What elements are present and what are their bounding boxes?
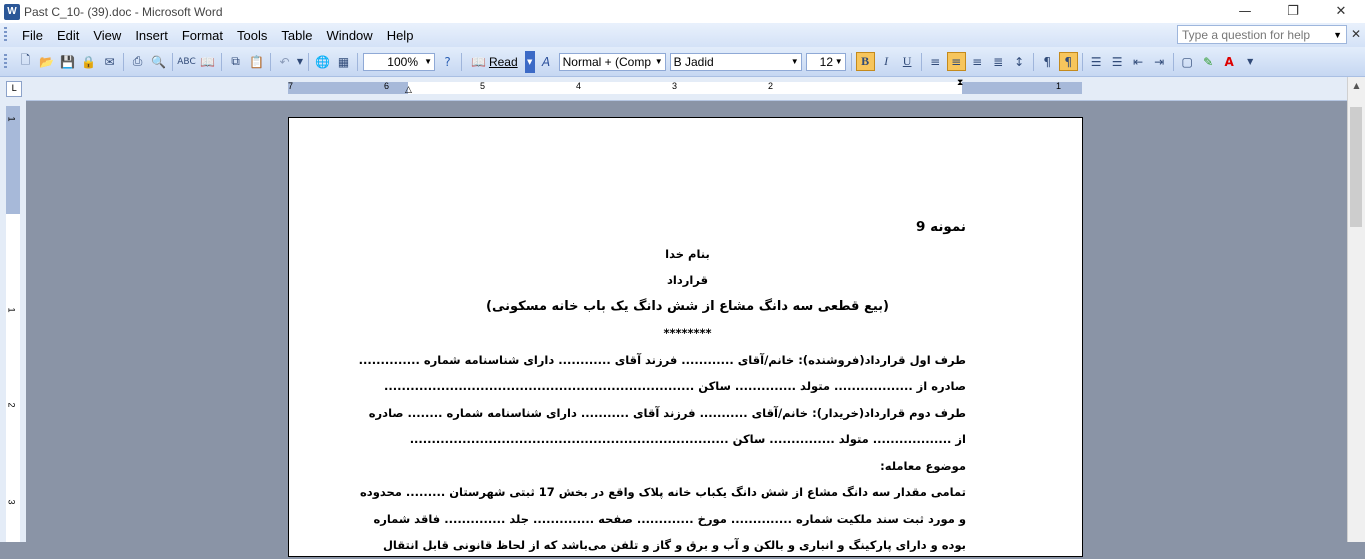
- window-controls: [1221, 0, 1365, 23]
- increase-indent-icon[interactable]: ⇥: [1154, 54, 1165, 69]
- word-app-icon[interactable]: W: [4, 4, 20, 20]
- open-folder-icon[interactable]: 📂: [39, 54, 54, 69]
- ruler-number: 3: [672, 81, 678, 91]
- font-color-icon[interactable]: A: [1224, 54, 1234, 69]
- menu-insert[interactable]: Insert: [135, 27, 168, 43]
- separator: [461, 53, 462, 71]
- ruler-number: 5: [480, 81, 486, 91]
- line-spacing-icon[interactable]: ↕: [1014, 54, 1025, 69]
- menu-help[interactable]: Help: [386, 27, 414, 43]
- zoom-value: 100%: [387, 54, 418, 69]
- numbering-icon[interactable]: ☰: [1090, 54, 1102, 69]
- paragraph-line: صادره از .................. متولد .............. ساکن .......................................................................: [384, 379, 966, 393]
- menu-grip[interactable]: [4, 27, 7, 43]
- menu-table[interactable]: Table: [281, 27, 313, 43]
- separator: [851, 53, 852, 71]
- restore-icon[interactable]: ❐: [1287, 4, 1299, 19]
- separator: [123, 53, 124, 71]
- font-size-value: 12: [819, 54, 833, 69]
- book-icon: 📖: [471, 54, 486, 69]
- rtl-paragraph-icon[interactable]: ¶: [1059, 52, 1078, 71]
- ruler-number: 7: [288, 81, 294, 91]
- paragraph-line: تمامی مقدار سه دانگ مشاع از شش دانگ یکباب خانه پلاک واقع در بخش 17 ثبتی شهرستان ......... محدوده: [360, 485, 966, 499]
- tab-selector[interactable]: L: [6, 81, 22, 97]
- separator: [1173, 53, 1174, 71]
- ltr-paragraph-icon[interactable]: ¶: [1043, 54, 1051, 69]
- align-center-icon[interactable]: ≡: [947, 52, 966, 71]
- paragraph-line: از .................. متولد ............... ساکن .........................................................................: [409, 432, 966, 446]
- ruler-margin-right: [962, 82, 1082, 94]
- vertical-ruler[interactable]: [0, 100, 26, 542]
- menu-tools[interactable]: Tools: [237, 27, 268, 43]
- ruler-number: 6: [384, 81, 390, 91]
- paragraph-line: بوده و دارای پارکینگ و انباری و بالکن و آب و برق و گاز و تلفن می‌باشد که از لحاظ قانونی قابل انتقال: [382, 538, 966, 552]
- print-preview-icon[interactable]: 🔍: [151, 54, 166, 69]
- highlight-icon[interactable]: ✎: [1203, 54, 1214, 69]
- underline-button[interactable]: U: [902, 54, 912, 68]
- ruler-number: 2: [768, 81, 774, 91]
- chevron-down-icon[interactable]: ▼: [654, 56, 663, 66]
- help-placeholder: Type a question for help: [1182, 27, 1311, 42]
- vertical-ruler-number: 1: [6, 116, 17, 122]
- title-bar: [0, 0, 1365, 24]
- separator: [172, 53, 173, 71]
- hyperlink-icon[interactable]: 🌐: [315, 54, 330, 69]
- toolbar-options-icon[interactable]: ▼: [1247, 57, 1254, 66]
- paragraph-line: موضوع معامله:: [880, 458, 966, 473]
- separator: [1082, 53, 1083, 71]
- standard-formatting-toolbar: [0, 47, 1365, 77]
- ruler-number: 4: [576, 81, 582, 91]
- chevron-down-icon[interactable]: ▼: [296, 57, 304, 66]
- help-icon[interactable]: ?: [444, 54, 451, 69]
- separator: [921, 53, 922, 71]
- paragraph-line: طرف اول قرارداد(فروشنده): خانم/آقای ............ فرزند آقای ............ دارای شناسنامه شماره ..............: [358, 352, 966, 367]
- vertical-ruler-margin: [6, 106, 20, 214]
- menu-file[interactable]: File: [22, 27, 43, 43]
- horizontal-ruler-bar: [0, 77, 1365, 101]
- decrease-indent-icon[interactable]: ⇤: [1133, 54, 1144, 69]
- font-size-select[interactable]: [806, 53, 846, 71]
- chevron-down-icon[interactable]: ▼: [424, 56, 432, 66]
- menu-view[interactable]: View: [93, 27, 122, 43]
- ruler-margin-left: [288, 82, 408, 94]
- research-icon[interactable]: 📖: [200, 54, 215, 69]
- vertical-ruler-number: 1: [6, 307, 17, 313]
- style-value: Normal + (Comp: [562, 54, 651, 69]
- zoom-select[interactable]: [363, 53, 435, 71]
- stars-divider: ********: [663, 326, 712, 340]
- minimize-icon[interactable]: —: [1238, 4, 1252, 19]
- sample-number: نمونه 9: [916, 219, 966, 235]
- toolbar-options-icon[interactable]: ▼: [525, 51, 535, 73]
- menu-format[interactable]: Format: [181, 27, 223, 43]
- scroll-thumb[interactable]: [1350, 107, 1362, 227]
- vertical-ruler-number: 2: [6, 402, 17, 408]
- read-label: Read: [488, 54, 518, 69]
- chevron-down-icon[interactable]: ▼: [834, 56, 843, 66]
- heading-contract: قرارداد: [667, 273, 708, 287]
- italic-button[interactable]: I: [884, 54, 889, 68]
- read-button[interactable]: [465, 55, 524, 69]
- align-left-icon[interactable]: ≡: [930, 54, 941, 69]
- heading-bismillah: بنام خدا: [665, 246, 710, 261]
- paste-icon[interactable]: 📋: [249, 54, 264, 69]
- undo-icon[interactable]: ↶: [279, 54, 290, 69]
- email-icon[interactable]: ✉: [104, 54, 115, 69]
- separator: [308, 53, 309, 71]
- close-icon[interactable]: ✕: [1335, 4, 1347, 19]
- indent-marker-icon[interactable]: △: [405, 85, 412, 95]
- close-document-icon[interactable]: ✕: [1350, 27, 1361, 41]
- vertical-scrollbar[interactable]: [1347, 77, 1365, 542]
- align-right-icon[interactable]: ≡: [972, 54, 983, 69]
- horizontal-ruler[interactable]: [288, 78, 1082, 95]
- table-icon[interactable]: ▦: [337, 54, 350, 69]
- chevron-down-icon[interactable]: ▼: [790, 56, 799, 66]
- chevron-down-icon[interactable]: ▼: [1333, 29, 1342, 40]
- document-body[interactable]: [358, 214, 966, 559]
- document-page[interactable]: [288, 117, 1083, 557]
- styles-icon[interactable]: A: [542, 54, 551, 69]
- separator: [221, 53, 222, 71]
- copy-icon[interactable]: ⧉: [231, 54, 240, 68]
- separator: [357, 53, 358, 71]
- spelling-icon[interactable]: ABC: [177, 56, 196, 67]
- contract-title: (بیع قطعی سه دانگ مشاع از شش دانگ یک باب خانه مسکونی): [486, 298, 889, 314]
- bullets-icon[interactable]: ☰: [1111, 54, 1123, 69]
- separator: [270, 53, 271, 71]
- window-title: Past C_10- (39).doc - Microsoft Word: [24, 4, 223, 19]
- save-icon[interactable]: 💾: [60, 54, 75, 69]
- borders-icon[interactable]: ▢: [1181, 54, 1193, 69]
- font-value: B Jadid: [673, 54, 714, 69]
- paragraph-line: طرف دوم قرارداد(خریدار): خانم/آقای ........... فرزند آقای ........... دارای شناسنامه شماره ........ صادره: [368, 405, 966, 420]
- scroll-up-icon[interactable]: ▲: [1353, 81, 1360, 90]
- indent-marker-icon[interactable]: ⧗: [957, 78, 964, 88]
- help-search-input[interactable]: [1177, 25, 1347, 44]
- menu-bar: [0, 23, 1365, 47]
- menu-window[interactable]: Window: [326, 27, 373, 43]
- vertical-ruler-number: 3: [6, 499, 17, 505]
- menu-edit[interactable]: Edit: [56, 27, 80, 43]
- separator: [1033, 53, 1034, 71]
- bold-button[interactable]: B: [856, 52, 875, 71]
- new-document-icon[interactable]: 🗋: [20, 53, 31, 67]
- permission-icon[interactable]: 🔒: [81, 54, 96, 69]
- toolbar-grip[interactable]: [4, 54, 7, 70]
- font-select[interactable]: [670, 53, 802, 71]
- print-icon[interactable]: ⎙: [132, 54, 143, 68]
- justify-icon[interactable]: ≣: [993, 54, 1004, 69]
- style-select[interactable]: [559, 53, 666, 71]
- paragraph-line: و مورد ثبت سند ملکیت شماره .............. مورخ ............. صفحه .............. جلد .............. فاقد شماره: [373, 511, 966, 526]
- vertical-ruler-strip: [6, 106, 20, 542]
- ruler-number: 1: [1056, 81, 1062, 91]
